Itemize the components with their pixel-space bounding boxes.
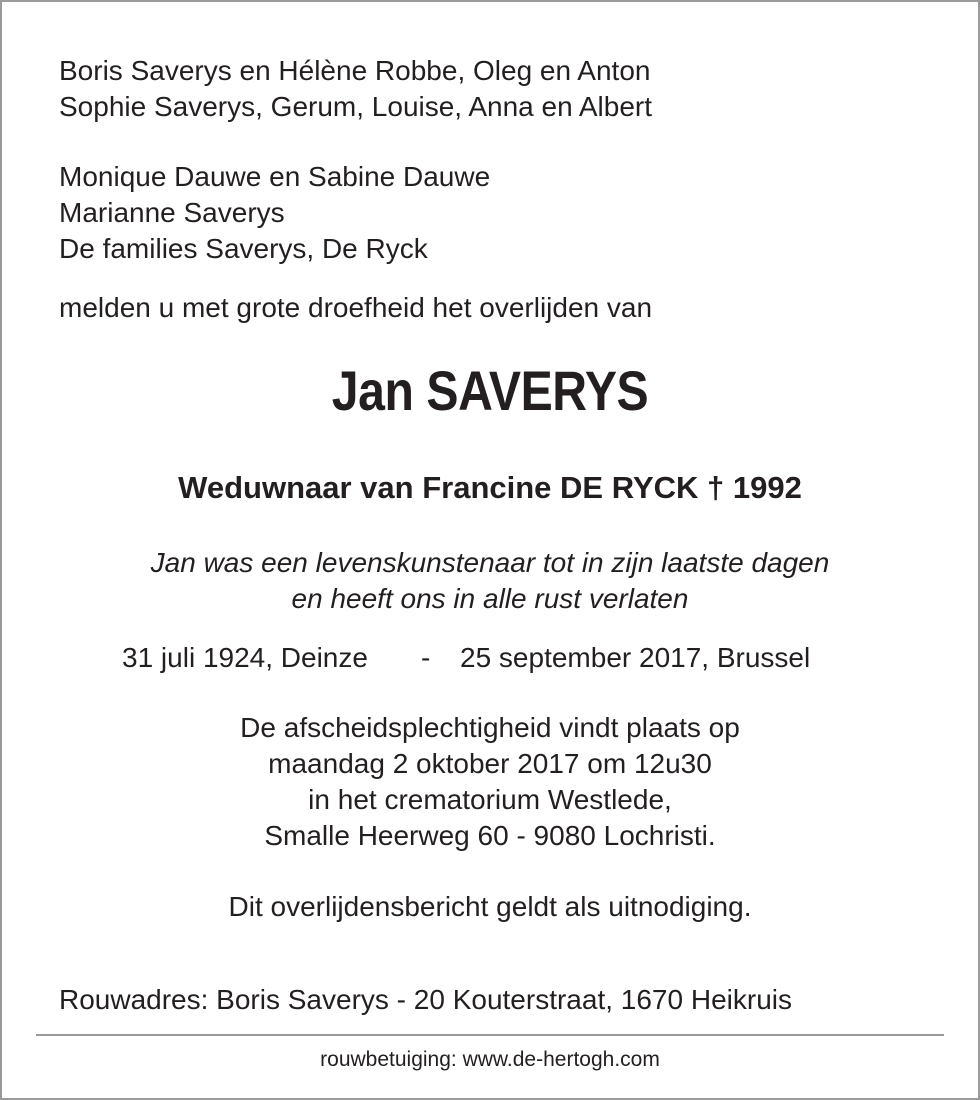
widower-line: Weduwnaar van Francine DE RYCK † 1992 [178,470,802,505]
mourning-address: Rouwadres: Boris Saverys - 20 Kouterstraat, 1670 Heikruis [59,984,792,1015]
family-line-4: Marianne Saverys [59,197,285,228]
date-separator: - [421,642,431,673]
birth-date: 31 juli 1924, Deinze [122,642,368,673]
deceased-name: Jan SAVERYS [331,359,649,422]
quote-line-1: Jan was een levenskunstenaar tot in zijn laatste dagen [150,547,830,578]
condolence-website: rouwbetuiging: www.de-hertogh.com [320,1048,660,1071]
quote-line-2: en heeft ons in alle rust verlaten [291,583,689,614]
ceremony-line-4: Smalle Heerweg 60 - 9080 Lochristi. [264,820,716,851]
family-line-5: De families Saverys, De Ryck [59,233,428,264]
family-line-2: Sophie Saverys, Gerum, Louise, Anna en Albert [59,91,653,122]
death-date: 25 september 2017, Brussel [460,642,811,673]
family-line-1: Boris Saverys en Hélène Robbe, Oleg en Anton [59,55,651,86]
ceremony-line-2: maandag 2 oktober 2017 om 12u30 [268,748,712,779]
footer-divider [36,1034,944,1036]
family-line-3: Monique Dauwe en Sabine Dauwe [59,161,491,192]
announcement-text: melden u met grote droefheid het overlijden van [59,292,653,323]
ceremony-line-1: De afscheidsplechtigheid vindt plaats op [240,712,740,743]
invitation-text: Dit overlijdensbericht geldt als uitnodiging. [228,891,752,922]
ceremony-line-3: in het crematorium Westlede, [308,784,672,815]
